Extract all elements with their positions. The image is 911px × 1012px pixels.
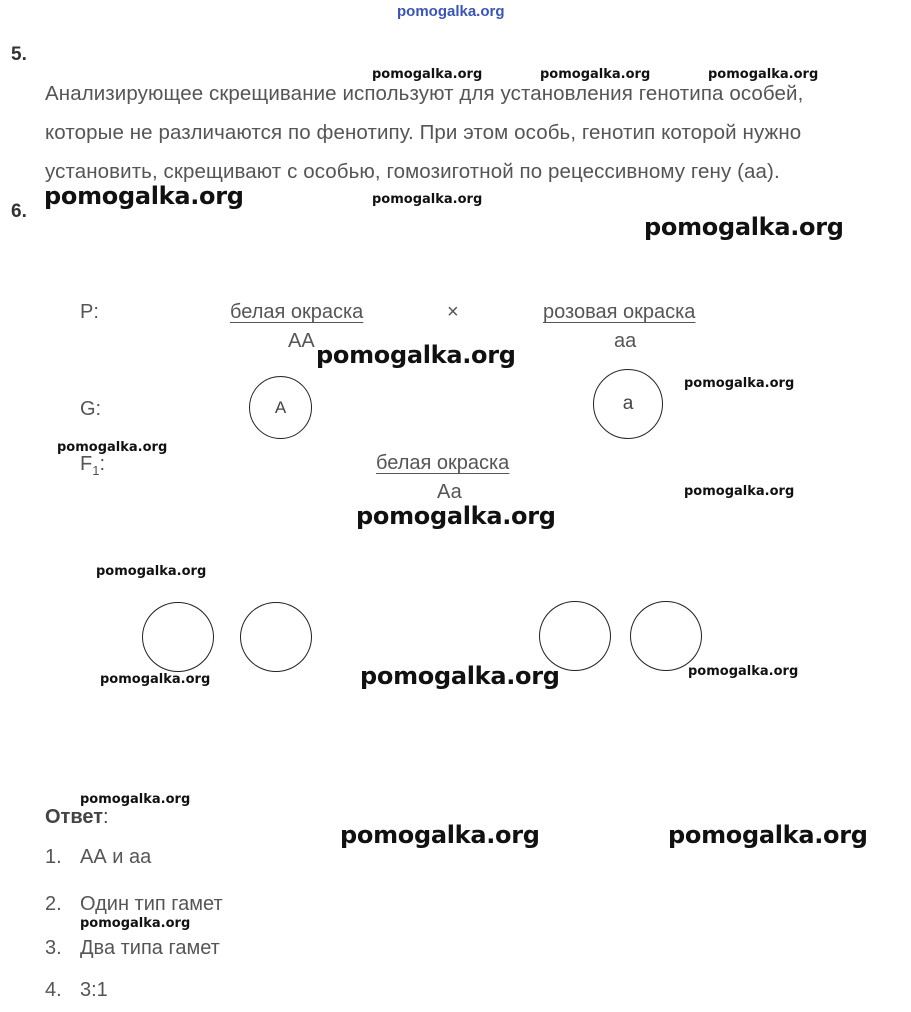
parent-2-phenotype: розовая окраска xyxy=(543,301,696,323)
task-5-line-3: установить, скрещивают с особью, гомозиготной по рецессивному гену (аа). xyxy=(45,160,780,183)
watermark: pomogalka.org xyxy=(644,213,844,241)
task-5-line-1: Анализирующее скрещивание используют для установления генотипа особей, xyxy=(45,82,804,105)
answer-item-text: Один тип гамет xyxy=(80,893,223,915)
parent-1-genotype: АА xyxy=(288,330,315,352)
task-5-line-2: которые не различаются по фенотипу. При этом особь, генотип которой нужно xyxy=(45,121,802,144)
watermark: pomogalka.org xyxy=(80,792,191,807)
g-label: G: xyxy=(80,398,102,420)
answer-item-3 xyxy=(45,937,220,960)
f1-label xyxy=(80,453,105,478)
watermark: pomogalka.org xyxy=(372,192,483,207)
answer-item-2 xyxy=(45,893,223,916)
f1-genotype: Аа xyxy=(437,481,462,503)
gamete-1-label: А xyxy=(274,397,287,417)
watermark: pomogalka.org xyxy=(684,376,795,391)
gamete-circle-2 xyxy=(593,369,663,439)
watermark: pomogalka.org xyxy=(708,67,819,82)
watermark: pomogalka.org xyxy=(356,502,556,530)
answer-item-number: 4. xyxy=(45,979,62,1001)
watermark: pomogalka.org xyxy=(372,67,483,82)
p-label: P: xyxy=(80,301,99,323)
f1-colon: : xyxy=(99,453,106,475)
answer-item-4 xyxy=(45,979,108,1002)
f1-phenotype: белая окраска xyxy=(376,452,510,474)
header-site-watermark: pomogalka.org xyxy=(397,3,505,20)
answer-title: Ответ xyxy=(45,806,104,828)
watermark: pomogalka.org xyxy=(684,484,795,499)
answer-item-text: Два типа гамет xyxy=(80,937,220,959)
answer-item-number: 2. xyxy=(45,893,62,915)
answer-colon: : xyxy=(103,806,109,828)
watermark: pomogalka.org xyxy=(688,664,799,679)
watermark: pomogalka.org xyxy=(57,440,168,455)
gamete-2-label: а xyxy=(622,393,634,414)
parent-1-phenotype: белая окраска xyxy=(230,301,364,323)
watermark: pomogalka.org xyxy=(540,67,651,82)
answer-item-number: 1. xyxy=(45,846,62,868)
empty-circle-3 xyxy=(539,601,611,671)
watermark: pomogalka.org xyxy=(340,821,540,849)
f1-subscript: 1 xyxy=(92,463,100,478)
watermark: pomogalka.org xyxy=(316,341,516,369)
answer-heading xyxy=(45,806,109,829)
watermark: pomogalka.org xyxy=(360,662,560,690)
empty-circle-4 xyxy=(630,601,702,671)
watermark: pomogalka.org xyxy=(668,821,868,849)
f1-letter: F xyxy=(80,453,93,475)
empty-circle-2 xyxy=(240,602,312,672)
answer-item-text: АА и аа xyxy=(80,846,152,868)
watermark: pomogalka.org xyxy=(44,182,244,210)
answer-item-text: 3:1 xyxy=(80,979,108,1001)
watermark: pomogalka.org xyxy=(100,672,211,687)
watermark: pomogalka.org xyxy=(96,564,207,579)
watermark: pomogalka.org xyxy=(80,916,191,931)
empty-circle-1 xyxy=(142,602,214,672)
answer-item-1 xyxy=(45,846,152,869)
task-6-number: 6. xyxy=(11,201,27,222)
task-5-number: 5. xyxy=(11,44,27,65)
gamete-circle-1 xyxy=(249,376,312,439)
cross-symbol: × xyxy=(447,301,459,323)
answer-item-number: 3. xyxy=(45,937,62,959)
parent-2-genotype: аа xyxy=(614,330,637,352)
